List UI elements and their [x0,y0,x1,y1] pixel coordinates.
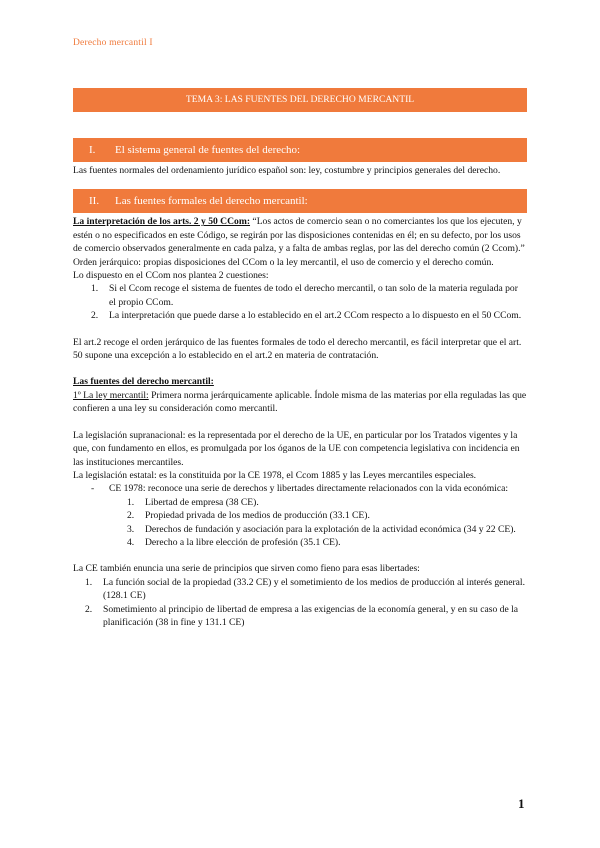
list-number: 1. [127,496,135,508]
list-number: 1. [91,283,99,295]
list-text: Libertad de empresa (38 CE). [145,496,259,508]
section-number: I. [89,144,96,156]
list-number: 2. [91,310,99,322]
list-text: La función social de la propiedad (33.2 CE) y el sometimiento de los medios de producción al interés general. (128.1 CE) [103,576,525,602]
running-header: Derecho mercantil I [73,38,153,48]
chapter-title: TEMA 3: LAS FUENTES DEL DERECHO MERCANTIL [73,88,527,112]
list-number: 4. [127,536,135,548]
section-number: II. [89,195,100,208]
list-text: Si el Ccom recoge el sistema de fuentes de todo el derecho mercantil, o tan solo de la materia regulada por el propio CCom. [109,283,518,308]
list-text: Derecho a la libre elección de profesión (35.1 CE). [145,536,341,548]
list-item [85,603,527,630]
paragraph: Las fuentes normales del ordenamiento jurídico español son: ley, costumbre y principios generales del derecho. [73,165,501,176]
paragraph-text: Primera norma jerárquicamente aplicable. Índole misma de las materias por ella reguladas las que confieren a una ley su consideración como mercantil. [73,389,527,415]
list-item [91,282,527,309]
subheading: Las fuentes del derecho mercantil: [73,376,214,388]
list-item [127,536,527,549]
paragraph: La legislación supranacional: es la representada por el derecho de la UE, en particular por los Tratados vigentes y la que, con fundamento en ellos, es promulgada por los óganos de la UE con competencia legislativa con incidencia en las instituciones mercantiles. [73,429,520,468]
list-text: Derechos de fundación y asociación para la explotación de la actividad económica (34 y 22 CE). [145,523,516,535]
list-item [127,509,527,522]
list-item [127,496,527,509]
underlined-label: 1º La ley mercantil: [73,389,149,401]
list-text: La interpretación que puede darse a lo establecido en el art.2 CCom respecto a lo dispuesto en el 50 CCom. [109,310,522,322]
numbered-list [73,282,527,322]
section-title: Las fuentes formales del derecho mercantil: [115,195,308,208]
list-marker: - [91,483,95,495]
paragraph: La legislación estatal: es la constituida por la CE 1978, el Ccom 1885 y las Leyes mercantiles especiales. [73,469,477,481]
list-text: Sometimiento al principio de libertad de empresa a las exigencias de la economía general, y en su caso de la planificación (38 in fine y 131.1 CE) [103,603,519,628]
quote-text: “Los actos de comercio sean o no comerciantes los que los ejecuten, y estén o no especificados en este Código, se regirán por las disposiciones contenidas en él; en su defecto, por los usos de comercio observados generalmente en cada palza, y a falta de ambas reglas, por las del derecho común (2 Ccom).” [73,216,525,255]
paragraph: La CE también enuncia una serie de principios que sirven como fieno para esas libertades: [73,563,420,575]
numbered-list [73,576,527,630]
bold-label: La interpretación de los arts. 2 y 50 CCom: [73,216,251,228]
list-item [91,309,527,322]
list-item [85,576,527,603]
page-number: 1 [518,796,525,811]
paragraph [73,389,527,416]
list-number: 1. [85,576,93,588]
numbered-list [73,496,527,550]
list-text: CE 1978: reconoce una serie de derechos y libertades directamente relacionados con la vida económica: [109,483,509,495]
section-heading-1 [73,138,527,162]
paragraph: Lo dispuesto en el CCom nos plantea 2 cuestiones: [73,270,269,282]
list-text: Propiedad privada de los medios de producción (33.1 CE). [145,510,370,522]
paragraph: El art.2 recoge el orden jerárquico de las fuentes formales de todo el derecho mercantil, es fácil interpretar que el art. 50 supone una excepción a lo establecido en el art.2 en materia de contratación. [73,336,522,362]
list-number: 2. [127,510,135,522]
page-content [73,88,527,629]
list-number: 2. [85,603,93,615]
dash-list-item [73,482,527,495]
paragraph: Orden jerárquico: propias disposiciones del CCom o la ley mercantil, el uso de comercio y el derecho común. [73,256,494,268]
section-title: El sistema general de fuentes del derecho: [115,144,301,156]
list-number: 3. [127,523,135,535]
paragraph [73,215,527,255]
section-heading-2 [73,189,527,213]
list-item [127,523,527,536]
